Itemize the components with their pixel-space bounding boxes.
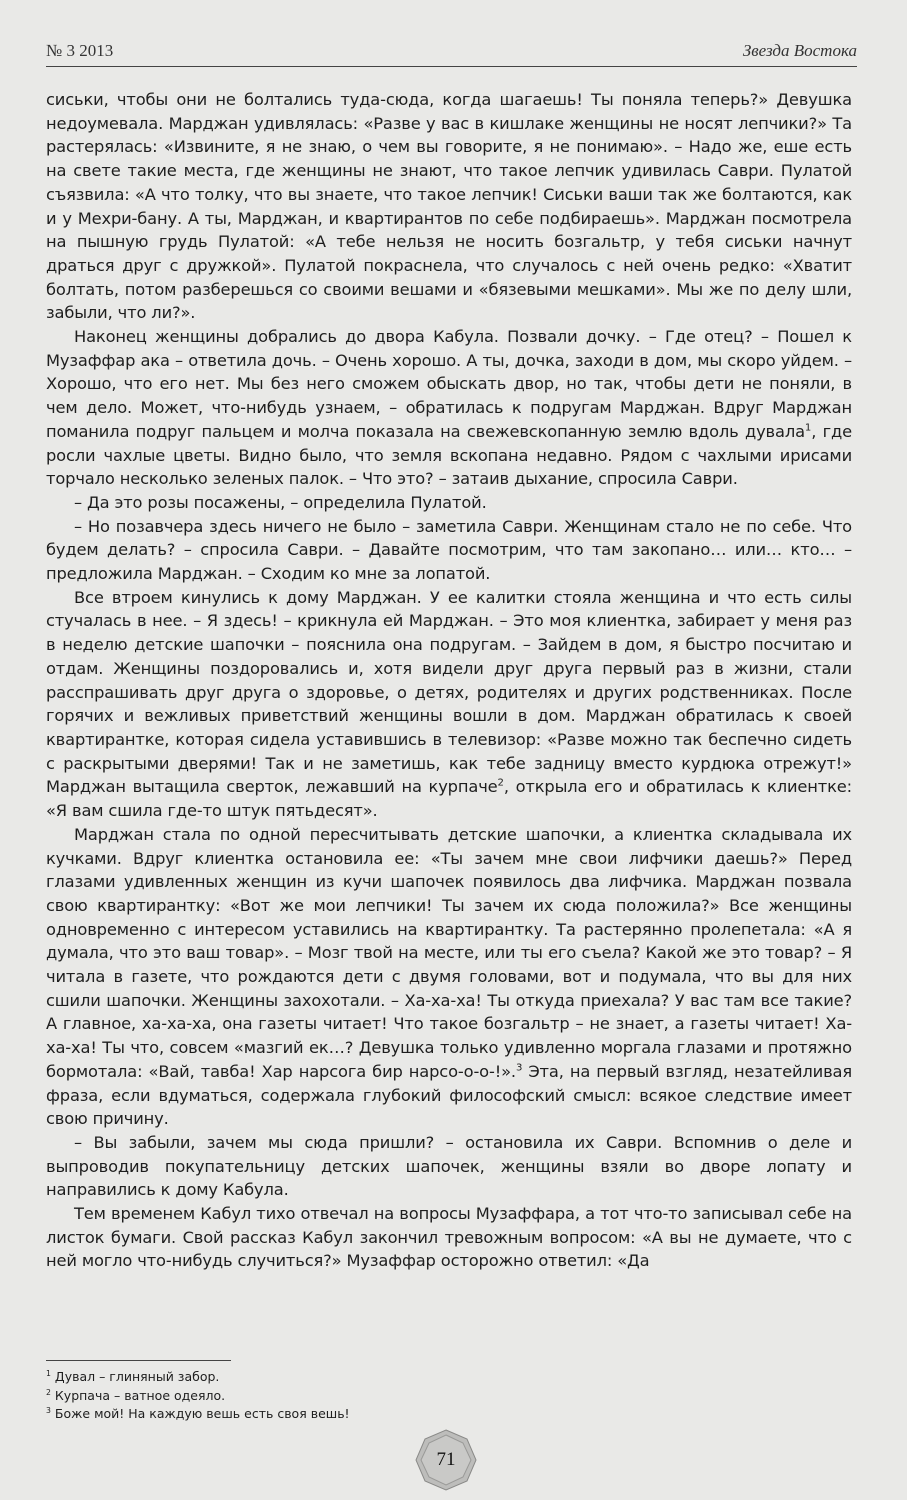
footnote-mark: 2: [46, 1387, 51, 1397]
paragraph-text: Наконец женщины добрались до двора Кабула. Позвали дочку. – Где отец? – Пошел к Музаффар ака – ответила дочь. – Очень хорошо. А ты, дочка, заходи в дом, мы скоро уйдем. – Хорошо, что его нет. Мы без него сможем обыскать двор, но так, чтобы дети не поняли, в чем дело. Может, что-нибудь узнаем, – обратилась к подругам Марджан. Вдруг Марджан поманила подруг пальцем и молча показала на свежевскопанную землю вдоль дувала: [46, 327, 852, 441]
paragraph-text: Марджан стала по одной пересчитывать детские шапочки, а клиентка складывала их кучками. Вдруг клиентка остановила ее: «Ты зачем мне свои лифчики даешь?» Перед глазами удивленных женщин из кучи шапочек появилось два лифчика. Марджан позвала свою квартирантку: «Вот же мои лепчики! Ты зачем их сюда положила?» Все женщины одновременно с интересом уставились на квартирантку. Та растерянно пролепетала: «А я думала, что это ваш товар». – Мозг твой на месте, или ты его съела? Какой же это товар? – Я читала в газете, что рождаются дети с двумя головами, вот и подумала, что вы для них сшили шапочки. Женщины захохотали. – Ха-ха-ха! Ты откуда приехала? У вас там все такие? А главное, ха-ха-ха, она газеты читает! Что такое бозгальтр – не знает, а газеты читает! Ха-ха-ха! Ты что, совсем «мазгий ек…? Девушка только удивленно моргала глазами и протяжно бормотала: «Вай, тавба! Хар нарсога бир нарсо-о-о-!».: [46, 824, 852, 1081]
paragraph: Тем временем Кабул тихо отвечал на вопросы Музаффара, а тот что-то записывал себе на листок бумаги. Свой рассказ Кабул закончил тревожным вопросом: «А вы не думаете, что с ней могло что-нибудь случиться?» Музаффар осторожно ответил: «Да: [46, 1204, 852, 1271]
paragraph: – Да это розы посажены, – определила Пулатой.: [74, 492, 487, 512]
footnote: [46, 1405, 846, 1424]
journal-title: Звезда Востока: [742, 41, 857, 60]
footnote-mark: 1: [46, 1368, 51, 1378]
page-number: 71: [436, 1449, 456, 1470]
paragraph-text: Эта, на первый взгляд, незатейливая фраза, если вдуматься, содержала глубокий философский смысл: всякое следствие имеет свою причину.: [46, 1061, 852, 1129]
paragraph-text: , открыла его и обратилась к клиентке: «Я вам сшила где-то штук пятьдесят».: [46, 777, 852, 821]
paragraph: [46, 325, 852, 491]
paragraph: сиськи, чтобы они не болтались туда-сюда, когда шагаешь! Ты поняла теперь?» Девушка недоумевала. Марджан удивлялась: «Разве у вас в кишлаке женщины не носят лепчики?» Та растерялась: «Извините, я не знаю, о чем вы говорите, я не понимаю». – Надо же, еше есть на свете такие места, где женщины не знают, что такое лепчик удивилась Саври. Пулатой съязвила: «А что толку, что вы знаете, что такое лепчик! Сиськи ваши так же болтаются, как и у Мехри-бану. А ты, Марджан, и квартирантов по себе подбираешь». Марджан посмотрела на пышную грудь Пулатой: «А тебе нельзя не носить бозгальтр, у тебя сиськи начнут драться друг с дружкой». Пулатой покраснела, что случалось с ней очень редко: «Хватит болтать, потом разберешься со своими вешами и «бязевыми мешками». Мы же по делу шли, забыли, что ли?».: [46, 90, 852, 323]
footnote: [46, 1368, 846, 1387]
paragraph: – Но позавчера здесь ничего не было – заметила Саври. Женщинам стало не по себе. Что будем делать? – спросила Саври. – Давайте посмотрим, что там закопано… или… кто… – предложила Марджан. – Сходим ко мне за лопатой.: [46, 516, 852, 584]
article-body: [46, 88, 852, 1273]
paragraph: [46, 823, 852, 1131]
footnote-text: Дувал – глиняный забор.: [54, 1369, 220, 1384]
footnotes: [46, 1368, 846, 1424]
footnote-divider: [46, 1360, 231, 1361]
paragraph-text: Все втроем кинулись к дому Марджан. У ее калитки стояла женщина и что есть силы стучалась в нее. – Я здесь! – крикнула ей Марджан. – Это моя клиентка, забирает у меня раз в неделю детские шапочки – пояснила она подругам. – Зайдем в дом, я быстро посчитаю и отдам. Женщины поздоровались и, хотя видели друг друга первый раз в жизни, стали расспрашивать друг друга о здоровье, о детях, родителях и других родственниках. После горячих и вежливых приветствий женщины вошли в дом. Марджан обратилась к своей квартирантке, которая сидела уставившись в телевизор: «Разве можно так беспечно сидеть с раскрытыми дверями! Так и не заметишь, как тебе задницу вместо курдюка отрежут!» Марджан вытащила сверток, лежавший на курпаче: [46, 587, 852, 797]
running-head: [46, 38, 857, 67]
footnote-mark: 3: [46, 1405, 51, 1415]
paragraph: [46, 586, 852, 823]
paragraph: – Вы забыли, зачем мы сюда пришли? – остановила их Саври. Вспомнив о деле и выпроводив покупательницу детских шапочек, женщины взяли во дворе лопату и направились к дому Кабула.: [46, 1132, 852, 1200]
issue-number: № 3 2013: [46, 41, 114, 60]
paragraph-text: , где росли чахлые цветы. Видно было, что земля вскопана недавно. Рядом с чахлыми ирисами торчало несколько зеленых палок. – Что это? – затаив дыхание, спросила Саври.: [46, 421, 852, 489]
footnote-text: Боже мой! На каждую вешь есть своя вешь!: [54, 1406, 350, 1421]
footnote-ref: 3: [515, 1062, 523, 1074]
page-number-badge: [415, 1429, 477, 1491]
footnote-ref: 2: [497, 777, 504, 789]
footnote-text: Курпача – ватное одеяло.: [54, 1387, 226, 1403]
footnote-ref: 1: [804, 422, 812, 434]
footnote: [46, 1387, 846, 1406]
